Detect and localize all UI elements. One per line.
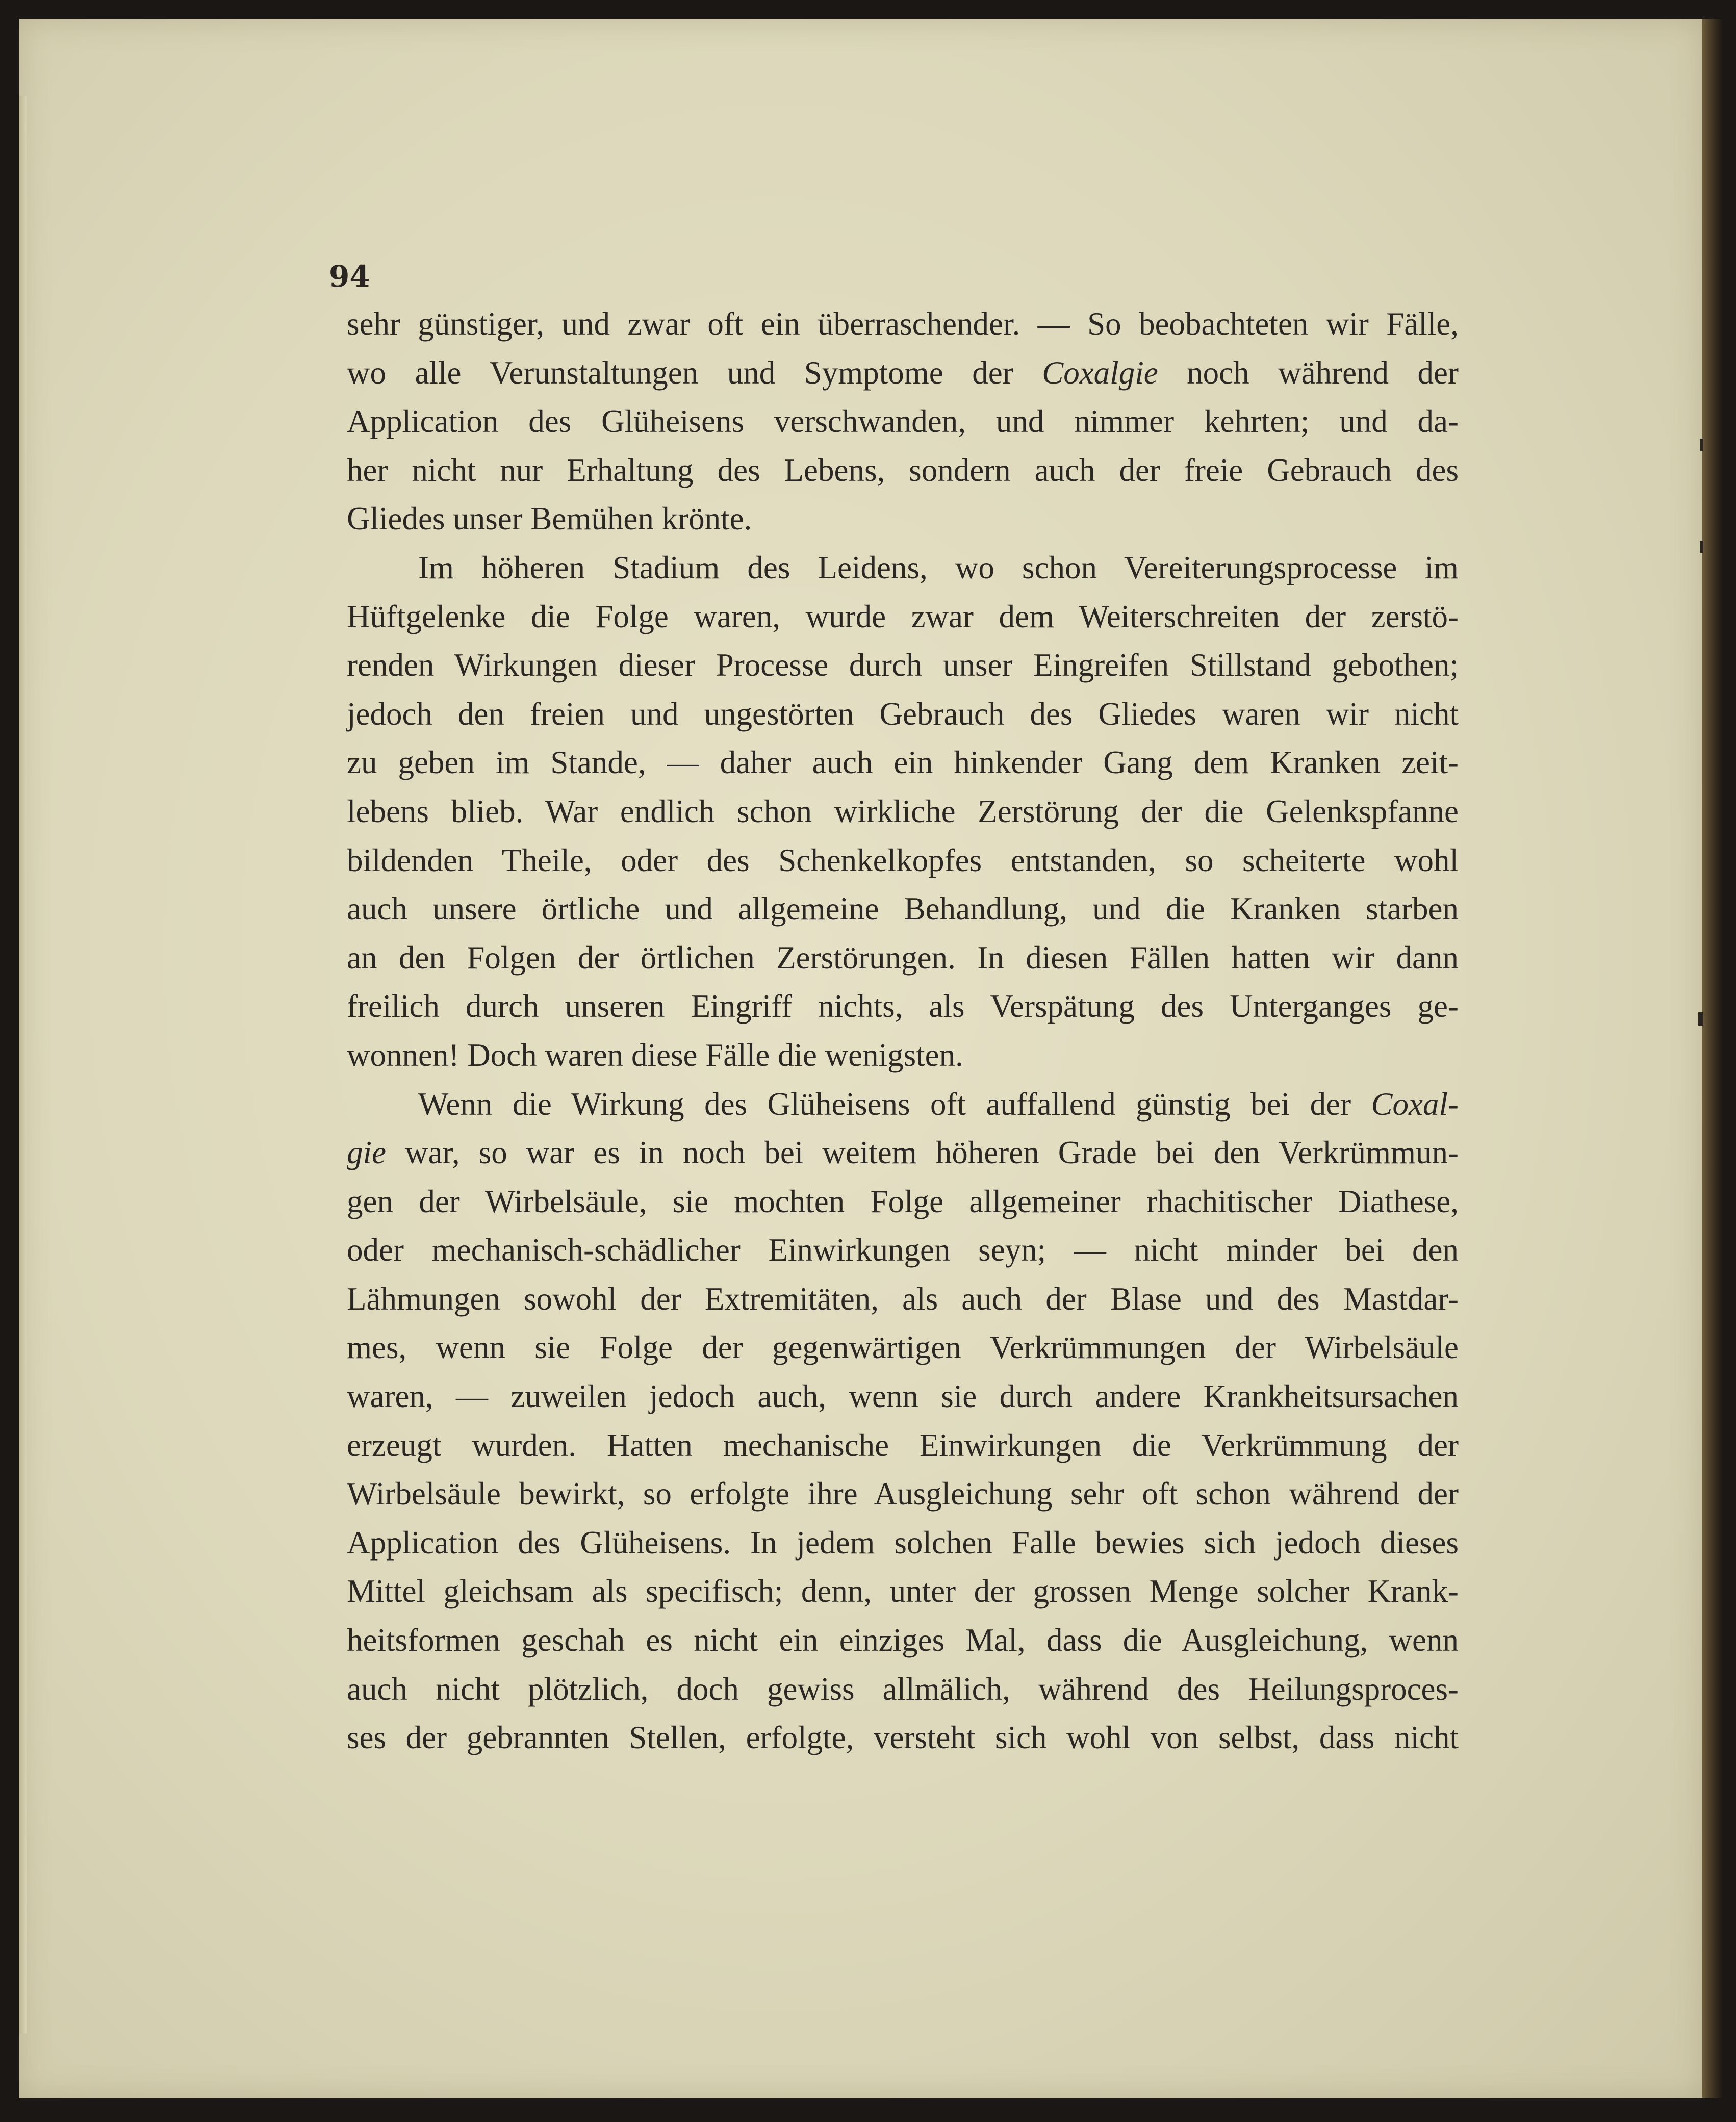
- text-line: erzeugt wurden. Hatten mechanische Einwirkungen die Verkrümmung der: [347, 1427, 1459, 1463]
- text-line: ses der gebrannten Stellen, erfolgte, versteht sich wohl von selbst, dass nicht: [347, 1720, 1459, 1756]
- text-line: an den Folgen der örtlichen Zerstörungen. In diesen Fällen hatten wir dann: [347, 939, 1459, 976]
- text-line: her nicht nur Erhaltung des Lebens, sondern auch der freie Gebrauch des: [347, 452, 1459, 488]
- text-line: zu geben im Stande, — daher auch ein hinkender Gang dem Kranken zeit-: [347, 745, 1459, 781]
- text-line: wo alle Verunstaltungen und Symptome der Coxalgie noch während der: [347, 354, 1459, 391]
- text-line: Hüftgelenke die Folge waren, wurde zwar dem Weiterschreiten der zerstö-: [347, 598, 1459, 634]
- text-line: auch unsere örtliche und allgemeine Behandlung, und die Kranken starben: [347, 891, 1459, 927]
- text-line: bildenden Theile, oder des Schenkelkopfes entstanden, so scheiterte wohl: [347, 842, 1459, 878]
- margin-mark: [1700, 439, 1703, 451]
- text-line: Gliedes unser Bemühen krönte.: [347, 501, 752, 537]
- text-line: auch nicht plötzlich, doch gewiss allmälich, während des Heilungsproces-: [347, 1671, 1459, 1707]
- text-line: renden Wirkungen dieser Processe durch unser Eingreifen Stillstand gebothen;: [347, 647, 1459, 683]
- body-text: [347, 300, 1459, 1762]
- text-line: jedoch den freien und ungestörten Gebrauch des Gliedes waren wir nicht: [347, 696, 1459, 732]
- text-line: Application des Glüheisens verschwanden, und nimmer kehrten; und da-: [347, 403, 1459, 440]
- text-line: oder mechanisch-schädlicher Einwirkungen seyn; — nicht minder bei den: [347, 1232, 1459, 1268]
- text-line: Wirbelsäule bewirkt, so erfolgte ihre Ausgleichung sehr oft schon während der: [347, 1476, 1459, 1512]
- text-line: Wenn die Wirkung des Glüheisens oft auffallend günstig bei der Coxal-: [418, 1086, 1459, 1122]
- text-line: freilich durch unseren Eingriff nichts, als Verspätung des Unterganges ge-: [347, 988, 1459, 1025]
- margin-mark: [1698, 1012, 1703, 1026]
- text-line: lebens blieb. War endlich schon wirkliche Zerstörung der die Gelenkspfanne: [347, 793, 1459, 829]
- text-line: waren, — zuweilen jedoch auch, wenn sie durch andere Krankheitsursachen: [347, 1378, 1459, 1415]
- text-line: Lähmungen sowohl der Extremitäten, als auch der Blase und des Mastdar-: [347, 1281, 1459, 1317]
- text-line: Mittel gleichsam als specifisch; denn, unter der grossen Menge solcher Krank-: [347, 1573, 1459, 1609]
- binding-gutter: [1702, 19, 1722, 2098]
- text-line: mes, wenn sie Folge der gegenwärtigen Verkrümmungen der Wirbelsäule: [347, 1330, 1459, 1366]
- page-left-edge: [19, 96, 27, 2034]
- text-line: wonnen! Doch waren diese Fälle die wenigsten.: [347, 1037, 963, 1073]
- text-line: sehr günstiger, und zwar oft ein überraschender. — So beobachteten wir Fälle,: [347, 306, 1459, 342]
- text-line: gen der Wirbelsäule, sie mochten Folge allgemeiner rhachitischer Diathese,: [347, 1183, 1459, 1219]
- text-line: heitsformen geschah es nicht ein einziges Mal, dass die Ausgleichung, wenn: [347, 1622, 1459, 1658]
- page-number: 94: [329, 259, 370, 294]
- text-line: gie war, so war es in noch bei weitem höheren Grade bei den Verkrümmun-: [347, 1135, 1459, 1171]
- text-line: Im höheren Stadium des Leidens, wo schon Vereiterungsprocesse im: [418, 549, 1459, 585]
- margin-mark: [1700, 541, 1703, 553]
- text-line: Application des Glüheisens. In jedem solchen Falle bewies sich jedoch dieses: [347, 1524, 1459, 1561]
